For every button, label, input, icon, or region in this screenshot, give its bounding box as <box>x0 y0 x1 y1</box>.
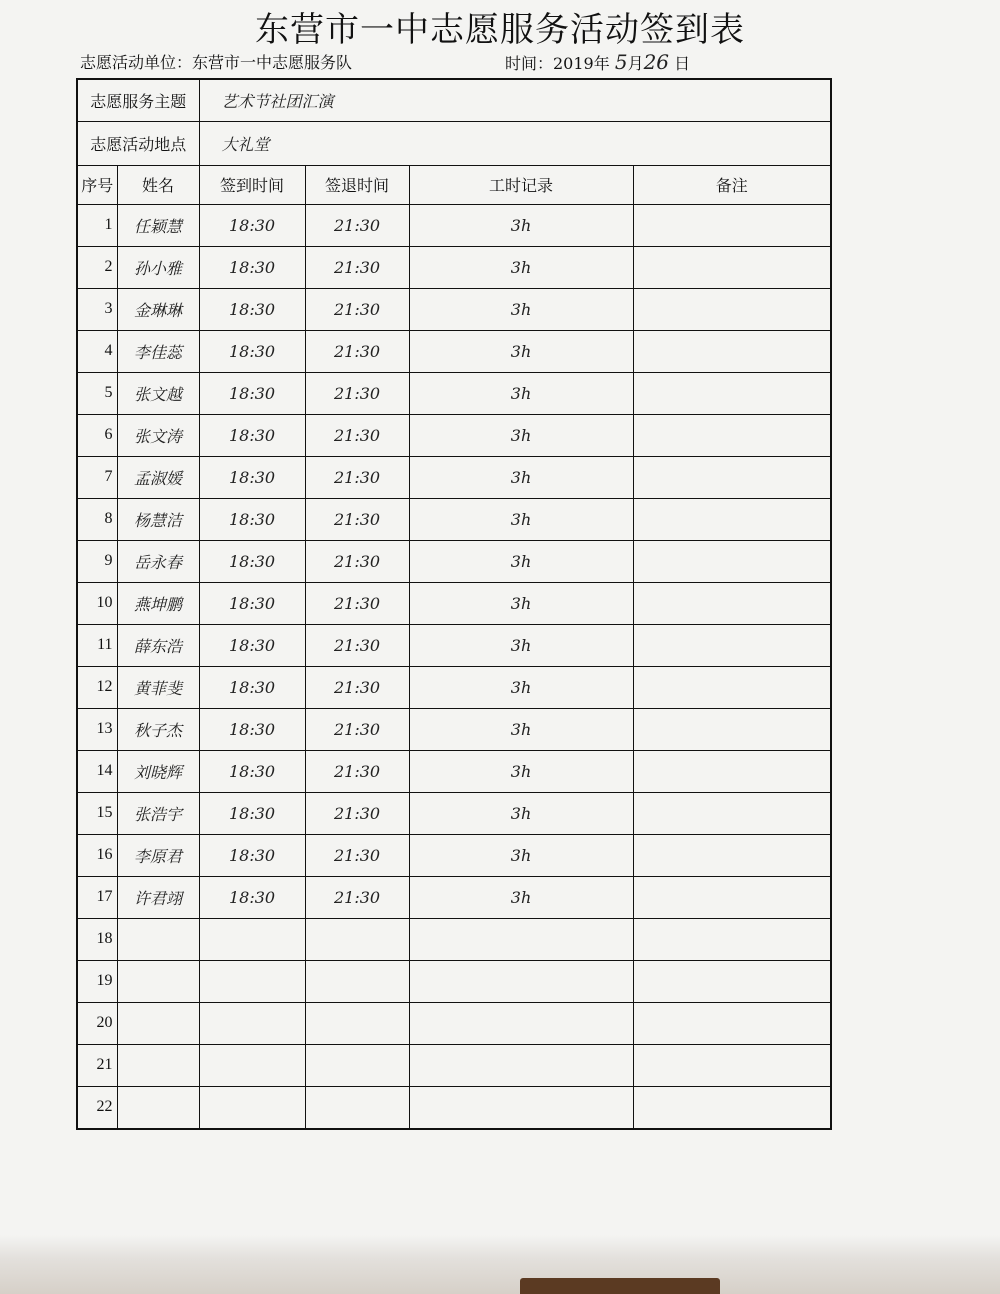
row-hours <box>409 1002 633 1044</box>
date-line <box>505 50 690 74</box>
row-sign-out: 21:30 <box>305 498 409 540</box>
row-sign-in: 18:30 <box>199 498 305 540</box>
row-hours: 3h <box>409 750 633 792</box>
row-sign-out: 21:30 <box>305 666 409 708</box>
table-row <box>77 456 831 498</box>
row-name: 刘晓辉 <box>117 750 199 792</box>
table-row <box>77 414 831 456</box>
month-suffix: 月 <box>627 54 644 73</box>
col-header-no: 序号 <box>77 165 117 204</box>
table-row <box>77 666 831 708</box>
day-suffix: 日 <box>674 54 691 73</box>
row-number: 3 <box>77 288 117 330</box>
row-number: 11 <box>77 624 117 666</box>
row-number: 18 <box>77 918 117 960</box>
row-number: 21 <box>77 1044 117 1086</box>
row-name: 张文涛 <box>117 414 199 456</box>
month-value: 5 <box>614 50 628 74</box>
row-note <box>633 456 831 498</box>
row-sign-in: 18:30 <box>199 582 305 624</box>
row-note <box>633 960 831 1002</box>
row-number: 5 <box>77 372 117 414</box>
row-sign-out <box>305 960 409 1002</box>
table-row <box>77 246 831 288</box>
theme-value: 艺术节社团汇演 <box>199 79 831 121</box>
row-sign-in: 18:30 <box>199 708 305 750</box>
row-sign-in: 18:30 <box>199 666 305 708</box>
row-number: 20 <box>77 1002 117 1044</box>
row-hours: 3h <box>409 204 633 246</box>
page-title: 东营市一中志愿服务活动签到表 <box>255 10 745 50</box>
location-row <box>77 121 831 165</box>
header-row <box>77 165 831 204</box>
row-sign-out: 21:30 <box>305 750 409 792</box>
row-hours: 3h <box>409 288 633 330</box>
row-hours <box>409 1086 633 1129</box>
row-note <box>633 204 831 246</box>
row-name: 岳永春 <box>117 540 199 582</box>
row-note <box>633 498 831 540</box>
col-header-sign-in: 签到时间 <box>199 165 305 204</box>
row-name: 金琳琳 <box>117 288 199 330</box>
day-value: 26 <box>643 50 670 74</box>
row-hours: 3h <box>409 246 633 288</box>
col-header-hours: 工时记录 <box>409 165 633 204</box>
row-note <box>633 1086 831 1129</box>
row-name: 黄菲斐 <box>117 666 199 708</box>
row-sign-in: 18:30 <box>199 750 305 792</box>
page-bottom-shadow <box>0 1235 1000 1294</box>
table-row <box>77 582 831 624</box>
table-row <box>77 750 831 792</box>
row-name: 孟淑媛 <box>117 456 199 498</box>
row-hours: 3h <box>409 666 633 708</box>
theme-label: 志愿服务主题 <box>77 79 199 121</box>
row-name <box>117 918 199 960</box>
location-value: 大礼堂 <box>199 121 831 165</box>
row-note <box>633 918 831 960</box>
row-note <box>633 246 831 288</box>
row-note <box>633 582 831 624</box>
row-sign-out <box>305 1044 409 1086</box>
table-row <box>77 834 831 876</box>
row-note <box>633 708 831 750</box>
row-number: 1 <box>77 204 117 246</box>
row-sign-in: 18:30 <box>199 204 305 246</box>
row-sign-out: 21:30 <box>305 834 409 876</box>
row-sign-out: 21:30 <box>305 540 409 582</box>
unit-label: 志愿活动单位： <box>80 53 193 72</box>
row-name: 杨慧洁 <box>117 498 199 540</box>
table-row <box>77 288 831 330</box>
row-sign-in: 18:30 <box>199 876 305 918</box>
table-row <box>77 792 831 834</box>
row-number: 17 <box>77 876 117 918</box>
row-note <box>633 540 831 582</box>
row-number: 7 <box>77 456 117 498</box>
row-hours <box>409 1044 633 1086</box>
row-hours: 3h <box>409 876 633 918</box>
row-number: 12 <box>77 666 117 708</box>
row-hours <box>409 960 633 1002</box>
row-name: 秋子杰 <box>117 708 199 750</box>
row-name: 李原君 <box>117 834 199 876</box>
sign-in-table <box>76 78 832 1130</box>
theme-row <box>77 79 831 121</box>
row-sign-out: 21:30 <box>305 456 409 498</box>
row-sign-out: 21:30 <box>305 288 409 330</box>
row-sign-in: 18:30 <box>199 834 305 876</box>
time-label: 时间：2019年 <box>505 54 610 73</box>
row-name <box>117 960 199 1002</box>
row-number: 6 <box>77 414 117 456</box>
row-sign-in: 18:30 <box>199 540 305 582</box>
row-sign-in: 18:30 <box>199 288 305 330</box>
row-name <box>117 1002 199 1044</box>
row-sign-in: 18:30 <box>199 414 305 456</box>
unit-value: 东营市一中志愿服务队 <box>192 53 353 72</box>
table-row <box>77 1086 831 1129</box>
row-number: 4 <box>77 330 117 372</box>
row-sign-in <box>199 1002 305 1044</box>
row-hours: 3h <box>409 582 633 624</box>
row-sign-out: 21:30 <box>305 330 409 372</box>
row-number: 14 <box>77 750 117 792</box>
row-sign-out <box>305 918 409 960</box>
row-note <box>633 414 831 456</box>
table-row <box>77 708 831 750</box>
table-row <box>77 960 831 1002</box>
row-sign-in <box>199 918 305 960</box>
row-hours: 3h <box>409 624 633 666</box>
desk-edge <box>520 1278 720 1294</box>
row-name: 李佳蕊 <box>117 330 199 372</box>
row-hours: 3h <box>409 456 633 498</box>
unit-line <box>80 50 352 73</box>
row-note <box>633 792 831 834</box>
row-sign-out: 21:30 <box>305 708 409 750</box>
row-hours: 3h <box>409 498 633 540</box>
row-number: 15 <box>77 792 117 834</box>
row-sign-in <box>199 1044 305 1086</box>
row-sign-in: 18:30 <box>199 624 305 666</box>
row-note <box>633 1002 831 1044</box>
row-note <box>633 624 831 666</box>
table-row <box>77 1044 831 1086</box>
row-hours: 3h <box>409 414 633 456</box>
row-sign-out: 21:30 <box>305 246 409 288</box>
location-label: 志愿活动地点 <box>77 121 199 165</box>
row-hours: 3h <box>409 708 633 750</box>
row-hours: 3h <box>409 372 633 414</box>
row-hours: 3h <box>409 330 633 372</box>
table-row <box>77 876 831 918</box>
row-sign-in: 18:30 <box>199 246 305 288</box>
col-header-name: 姓名 <box>117 165 199 204</box>
row-note <box>633 666 831 708</box>
row-sign-in: 18:30 <box>199 792 305 834</box>
col-header-notes: 备注 <box>633 165 831 204</box>
table-row <box>77 918 831 960</box>
row-sign-out: 21:30 <box>305 582 409 624</box>
row-sign-in: 18:30 <box>199 330 305 372</box>
table-row <box>77 498 831 540</box>
table-row <box>77 1002 831 1044</box>
row-hours: 3h <box>409 792 633 834</box>
row-sign-out: 21:30 <box>305 876 409 918</box>
row-name <box>117 1044 199 1086</box>
row-number: 8 <box>77 498 117 540</box>
row-number: 9 <box>77 540 117 582</box>
row-name: 任颖慧 <box>117 204 199 246</box>
row-name: 张浩宇 <box>117 792 199 834</box>
row-note <box>633 372 831 414</box>
table-row <box>77 372 831 414</box>
table-row <box>77 540 831 582</box>
row-number: 19 <box>77 960 117 1002</box>
row-sign-in: 18:30 <box>199 372 305 414</box>
row-name: 张文越 <box>117 372 199 414</box>
row-sign-in <box>199 1086 305 1129</box>
row-number: 22 <box>77 1086 117 1129</box>
row-sign-out: 21:30 <box>305 792 409 834</box>
table-row <box>77 624 831 666</box>
row-sign-out: 21:30 <box>305 414 409 456</box>
row-number: 16 <box>77 834 117 876</box>
row-name: 薛东浩 <box>117 624 199 666</box>
row-sign-out <box>305 1086 409 1129</box>
row-note <box>633 1044 831 1086</box>
row-sign-out: 21:30 <box>305 624 409 666</box>
row-note <box>633 750 831 792</box>
row-note <box>633 288 831 330</box>
row-note <box>633 834 831 876</box>
table-row <box>77 330 831 372</box>
table-row <box>77 204 831 246</box>
row-name <box>117 1086 199 1129</box>
row-hours: 3h <box>409 540 633 582</box>
row-sign-in <box>199 960 305 1002</box>
row-note <box>633 876 831 918</box>
row-name: 许君翊 <box>117 876 199 918</box>
col-header-sign-out: 签退时间 <box>305 165 409 204</box>
row-sign-out: 21:30 <box>305 204 409 246</box>
row-hours: 3h <box>409 834 633 876</box>
row-note <box>633 330 831 372</box>
row-sign-in: 18:30 <box>199 456 305 498</box>
row-number: 13 <box>77 708 117 750</box>
row-number: 2 <box>77 246 117 288</box>
row-sign-out: 21:30 <box>305 372 409 414</box>
row-hours <box>409 918 633 960</box>
row-sign-out <box>305 1002 409 1044</box>
row-name: 燕坤鹏 <box>117 582 199 624</box>
row-number: 10 <box>77 582 117 624</box>
row-name: 孙小雅 <box>117 246 199 288</box>
